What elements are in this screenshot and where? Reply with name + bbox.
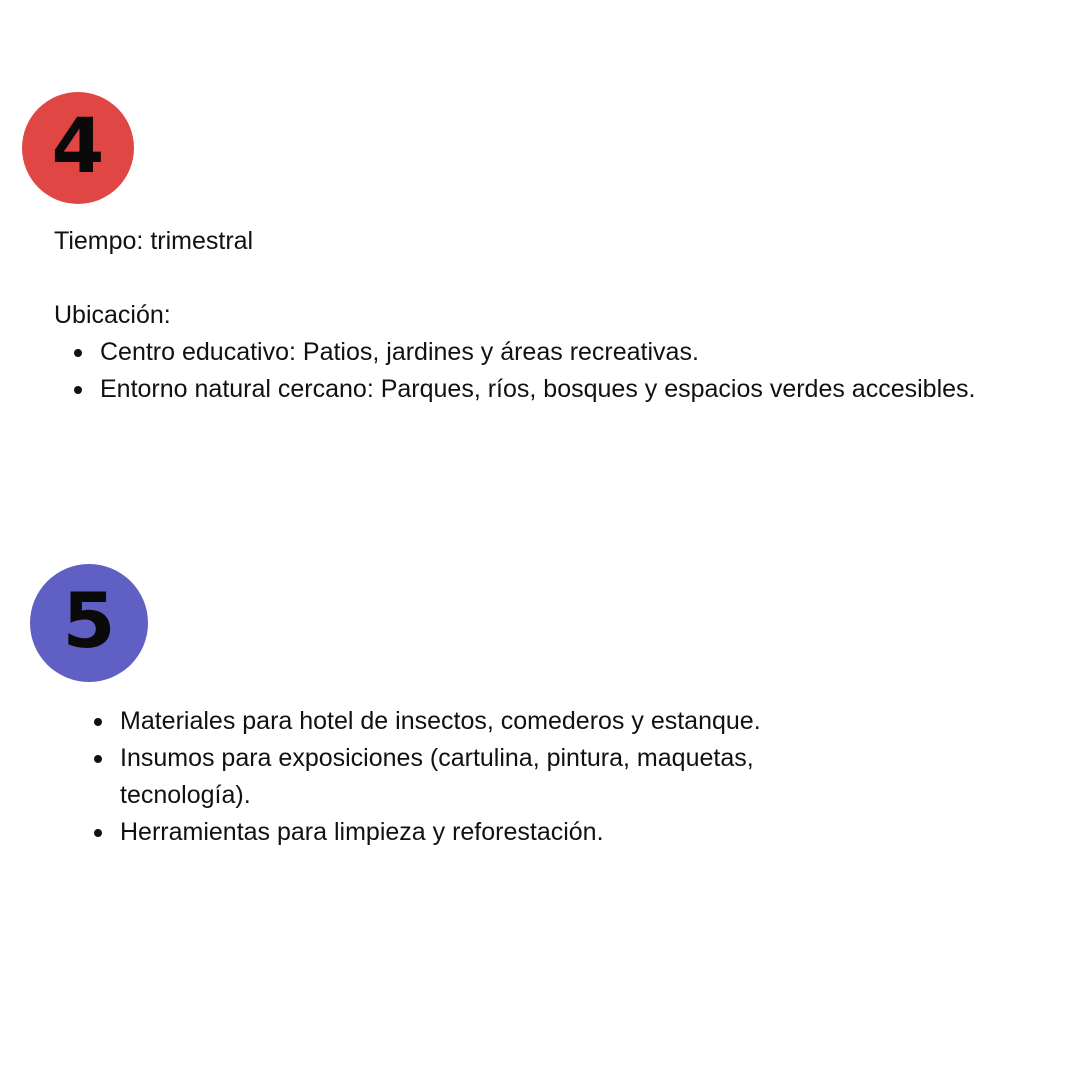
materiales-list [74,703,844,851]
section-4-badge [22,92,134,204]
list-item: Herramientas para limpieza y reforestación. [74,814,844,851]
ubicacion-label: Ubicación: [54,301,171,329]
list-item: Centro educativo: Patios, jardines y áreas recreativas. [54,334,1026,371]
list-item: Entorno natural cercano: Parques, ríos, bosques y espacios verdes accesibles. [54,371,1026,408]
ubicacion-list [54,334,1026,408]
section-5-number: 5 [62,576,116,665]
section-5-badge [30,564,148,682]
list-item: Materiales para hotel de insectos, comederos y estanque. [74,703,844,740]
section-4-number: 4 [51,101,105,190]
tiempo-text: Tiempo: trimestral [54,227,254,255]
list-item: Insumos para exposiciones (cartulina, pintura, maquetas, tecnología). [74,740,844,814]
